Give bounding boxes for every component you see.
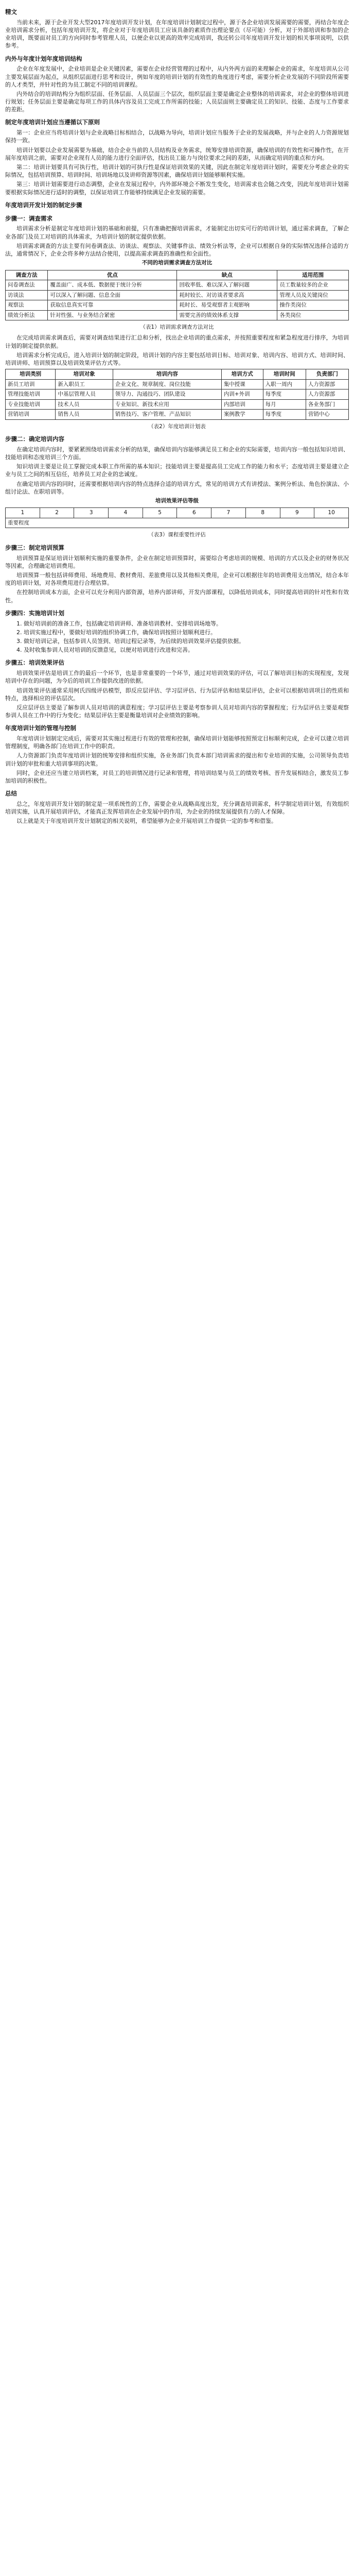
table-row: [6, 290, 349, 300]
section-heading: 总结: [5, 790, 17, 798]
sub-heading: 步骤三：制定培训预算: [5, 544, 64, 551]
table-header-cell: 负责部门: [306, 369, 348, 379]
table-cell: 各类岗位: [277, 310, 349, 320]
table-cell: 集中授课: [221, 379, 263, 389]
paragraph: 第一：企业应当将培训计划与企业战略目标相结合，以战略为导向，培训计划应当服务于企业的发展战略，并与企业的人力资源规划保持一致。: [5, 129, 349, 144]
table-cell: 每月: [263, 399, 306, 409]
section-heading: 年度培训计划的管理与控制: [5, 724, 76, 732]
sub-heading: 步骤二：确定培训内容: [5, 435, 64, 443]
table-cell: 耗时较长、对访谈者要求高: [177, 290, 277, 300]
table-cell: 5: [143, 508, 177, 518]
paragraph: 第二：培训计划要具有可执行性，培训计划的可执行性是保证培训效果的关键，因此在制定年度培训计划时，需要充分考虑企业的实际情况，包括培训预算、培训时间、培训场地以及讲师资源等因素，确保培训计划能够顺利实施。: [5, 163, 349, 179]
paragraph: 在控制培训成本方面，企业可以充分利用内部资源，培养内部讲师，开发内部课程，以降低培训成本，同时提高培训的针对性和有效性。: [5, 589, 349, 604]
table-cell: 需要完善的绩效体系支撑: [177, 310, 277, 320]
list-item: 1. 做好培训前的准备工作，包括确定培训讲师、准备培训教材、安排培训场地等。: [16, 620, 222, 627]
paragraph: 培训需求分析完成后，进入培训计划的制定阶段，培训计划的内容主要包括培训目标、培训对象、培训内容、培训方式、培训时间、培训讲师、培训预算以及培训效果评估方式等。: [5, 351, 349, 366]
table-cell: 覆盖面广、成本低、数据便于统计分析: [48, 280, 177, 290]
training-plan-table: [5, 369, 349, 419]
paragraph: 知识培训主要是让员工掌握完成本职工作所需的基本知识；技能培训主要是提高员工完成工作的能力和水平；态度培训主要是建立企业与员工之间的相互信任，培养员工对企业的忠诚度。: [5, 463, 349, 478]
paragraph: 同时，企业还应当建立培训档案，对员工的培训情况进行记录和管理，将培训结果与员工的绩效考核、晋升发展相结合，激发员工参加培训的积极性。: [5, 769, 349, 784]
table-caption: （表2）年度培训计划表: [148, 423, 206, 430]
table-cell: 1: [6, 508, 40, 518]
table-header-row: [6, 369, 349, 379]
table-cell: 案例教学: [221, 410, 263, 419]
paragraph: 培训效果评估通常采用柯氏四级评估模型，即反应层评估、学习层评估、行为层评估和结果层评估，企业可以根据培训项目的性质和特点，选择相应的评估层次。: [5, 687, 349, 702]
table-title: 不同的培训需求调查方法对比: [141, 260, 213, 266]
table-cell: 问卷调查法: [6, 280, 48, 290]
paragraph: 内外结合的培训结构分为组织层面、任务层面、人员层面三个层次，组织层面主要是确定企业整体的培训需求，对企业的整体培训进行规划；任务层面主要是确定每项工作的具体内容及员工完成工作所需的技能；人员层面则主要确定员工的知识、技能、态度与工作要求的差距。: [5, 90, 349, 113]
table-cell: 新入职员工: [56, 379, 113, 389]
table-cell: 操作类岗位: [277, 300, 349, 310]
document-page: [0, 0, 354, 832]
table-cell: 访谈法: [6, 290, 48, 300]
list-item: 4. 及时收集参训人员对培训的反馈意见，以便对培训进行改进和完善。: [16, 647, 193, 654]
sub-heading: 步骤五：培训效果评估: [5, 659, 64, 667]
table-cell: 2: [40, 508, 74, 518]
table-row: [6, 399, 349, 409]
section-heading: 年度培训开发计划的制定步骤: [5, 201, 82, 209]
table-cell: 9: [280, 508, 314, 518]
section-heading: 制定年度培训计划应当遵循以下原则: [5, 118, 100, 126]
table-cell: 营销中心: [306, 410, 348, 419]
table-cell: 绩效分析法: [6, 310, 48, 320]
list-item: 2. 培训实施过程中，要做好培训的组织协调工作，确保培训按照计划顺利进行。: [16, 629, 216, 636]
table-cell: 10: [314, 508, 349, 518]
table-header-cell: 培训内容: [113, 369, 221, 379]
list-item: 3. 做好培训记录，包括参训人员签到、培训过程记录等，为后续的培训效果评估提供依据。: [16, 637, 244, 645]
table-caption: （表3）课程重要性评估: [148, 532, 206, 538]
table-cell: 营销培训: [6, 410, 56, 419]
table-cell: 耗时长、易受观察者主观影响: [177, 300, 277, 310]
paragraph: 反应层评估主要是了解参训人员对培训的满意程度；学习层评估主要是考察参训人员对培训内容的掌握程度；行为层评估主要是观察参训人员在工作中的行为变化；结果层评估主要是衡量培训对企业绩效的影响。: [5, 704, 349, 719]
table-header-cell: 调查方法: [6, 270, 48, 280]
table-cell: 8: [245, 508, 280, 518]
paragraph: 培训预算一般包括讲师费用、场地费用、教材费用、差旅费用以及其他相关费用，企业可以根据往年的培训费用支出情况，结合本年度的培训计划，对各项费用进行合理估算。: [5, 572, 349, 587]
table-header-cell: 优点: [48, 270, 177, 280]
doc-title: 精文: [5, 8, 17, 15]
table-cell: 企业文化、规章制度、岗位技能: [113, 379, 221, 389]
table-cell: 针对性强、与业务结合紧密: [48, 310, 177, 320]
table-cell: 3: [74, 508, 109, 518]
table-cell: 入职一周内: [263, 379, 306, 389]
table-row: [6, 518, 349, 528]
table-cell: 获取信息真实可靠: [48, 300, 177, 310]
table-cell: 员工数量较多的企业: [277, 280, 349, 290]
paragraph: 第三：培训计划需要进行动态调整，企业在发展过程中，内外部环境会不断发生变化，培训需求也会随之改变，因此年度培训计划需要根据实际情况进行适时的调整，以保证培训工作能够持续满足企业发展的需要。: [5, 181, 349, 196]
table-row: [6, 410, 349, 419]
table-cell: 技术人员: [56, 399, 113, 409]
table-cell: 销售人员: [56, 410, 113, 419]
table-header-cell: 培训类别: [6, 369, 56, 379]
table-header-row: [6, 270, 349, 280]
table-header-cell: 适用范围: [277, 270, 349, 280]
paragraph: 培训计划要以企业发展需要为基础，结合企业当前的人员结构及业务需求，统筹安排培训资源，确保培训的有效性和可操作性，在开展年度培训之前，需要对企业现有人员的能力进行全面评估，找出员工能力与岗位要求之间的差距，从而确定培训的重点和方向。: [5, 146, 349, 161]
table-header-cell: 培训对象: [56, 369, 113, 379]
table-row: [6, 508, 349, 518]
table-caption: （表1）培训需求调查方法对比: [140, 324, 214, 330]
table-header-cell: 缺点: [177, 270, 277, 280]
table-cell: 中基层管理人员: [56, 389, 113, 399]
survey-method-table: [5, 270, 349, 320]
table-cell: 每季度: [263, 389, 306, 399]
table-cell: 7: [211, 508, 246, 518]
table-row: [6, 300, 349, 310]
table-cell: 管理技能培训: [6, 389, 56, 399]
sub-heading: 步骤一：调查需求: [5, 214, 52, 222]
section-heading: 内外与年度计划年度培训结构: [5, 55, 82, 62]
paragraph: 年度培训计划制定完成后，需要对其实施过程进行有效的管理和控制，确保培训计划能够按照预定目标顺利完成，企业可以建立培训管理制度，明确各部门在培训工作中的职责。: [5, 735, 349, 750]
paragraph: 培训效果评估是培训工作的最后一个环节，也是非常重要的一个环节，通过对培训效果的评估，可以了解培训目标的实现程度，发现培训中存在的问题，为今后的培训工作提供改进的依据。: [5, 670, 349, 685]
table-cell: 观察法: [6, 300, 48, 310]
table-cell: 人力资源部: [306, 379, 348, 389]
table-header-cell: 培训时间: [263, 369, 306, 379]
paragraph: 企业在年度发展中，企业培训是企业关键因素，需要在企业经营管理的过程中，从内外两方面的来理解企业的需求，年度培训从公司主要发展层面为起点，从组织层面进行思考和设计，例如年度的培训计划的有效性的角度进行考虑，需要分析企业发展的不同阶段所需要的人才类型，并针对性的为员工制定不同的培训课程。: [5, 65, 349, 88]
paragraph: 在确定培训内容的同时，还需要根据培训内容的特点选择合适的培训方式，常见的培训方式有讲授法、案例分析法、角色扮演法、小组讨论法、在职培训等。: [5, 480, 349, 495]
paragraph: 培训预算是保证培训计划顺利实施的重要条件，企业在制定培训预算时，需要综合考虑培训的规模、培训的方式以及企业的财务状况等因素，合理确定培训费用。: [5, 554, 349, 569]
paragraph: 在确定培训内容时，要紧紧围绕培训需求分析的结果，确保培训内容能够满足员工和企业的实际需要，培训内容一般包括知识培训、技能培训和态度培训三个方面。: [5, 446, 349, 461]
paragraph: 培训需求分析是制定年度培训计划的基础和前提，只有准确把握培训需求，才能制定出切实可行的培训计划，通过需求调查，了解企业各部门及员工对培训的具体需求，为培训计划的制定提供依据。: [5, 225, 349, 240]
table-cell: 销售技巧、客户管理、产品知识: [113, 410, 221, 419]
table-cell: 回收率低、难以深入了解问题: [177, 280, 277, 290]
doc-intro: 当前未来，源于企业开发大型2017年度培训开发计划，在年度培训计划制定过程中，源于各企业培训发展需要的需要，再结合年度企业培训需求分析，包括年度培训开发，将企业对于年度培训员工应该具备的素质作出理论要点（尽可能）分析，对于外部培训和参加的企业培训，既要面对员工的方向同时参考管理人员，以便企业以更高的效率完成培训，我还转公司年度培训开发计划的相关事项说明，以供参考。: [5, 19, 349, 49]
table-cell: 新员工培训: [6, 379, 56, 389]
table-cell: 领导力、沟通技巧、团队建设: [113, 389, 221, 399]
table-cell: 内训+外训: [221, 389, 263, 399]
table-row: [6, 389, 349, 399]
table-cell: 每季度: [263, 410, 306, 419]
table-header-cell: 培训方式: [221, 369, 263, 379]
sub-heading: 步骤四：实施培训计划: [5, 609, 64, 617]
paragraph: 以上就是关于年度培训开发计划制定的相关说明，希望能够为企业开展培训工作提供一定的参考和借鉴。: [16, 818, 277, 825]
table-cell: 专业技能培训: [6, 399, 56, 409]
importance-scale-table: [5, 507, 349, 528]
table-cell: 4: [109, 508, 143, 518]
table-cell: 可以深入了解问题、信息全面: [48, 290, 177, 300]
table-cell: 内部培训: [221, 399, 263, 409]
table-cell: 6: [177, 508, 211, 518]
table-row: [6, 379, 349, 389]
paragraph: 培训需求调查的方法主要有问卷调查法、访谈法、观察法、关键事件法、绩效分析法等，企业可以根据自身的实际情况选择合适的方法，通常情况下，企业会将多种方法结合使用，以提高需求调查的准确性和全面性。: [5, 242, 349, 257]
table-title: 培训效果评估等级: [155, 497, 199, 504]
table-cell: 人力资源部: [306, 389, 348, 399]
table-row: [6, 280, 349, 290]
paragraph: 人力资源部门负责年度培训计划的统筹安排和组织实施，各业务部门负责本部门培训需求的提出和专业培训的实施，公司领导负责培训计划的审批和重大培训事项的决策。: [5, 752, 349, 767]
paragraph: 总之，年度培训开发计划的制定是一项系统性的工作，需要企业从战略高度出发，充分调查培训需求，科学制定培训计划，有效组织培训实施，认真开展培训评估，才能真正发挥培训在企业发展中的作用，为企业的持续发展提供有力的人才保障。: [5, 800, 349, 816]
table-cell: 重要程度: [6, 518, 349, 528]
table-cell: 专业知识、新技术应用: [113, 399, 221, 409]
paragraph: 在完成培训需求调查后，需要对调查结果进行汇总和分析，找出企业培训的重点需求，并按照重要程度和紧急程度进行排序，为培训计划的制定提供依据。: [5, 334, 349, 349]
table-row: [6, 310, 349, 320]
table-cell: 管理人员及关键岗位: [277, 290, 349, 300]
table-cell: 各业务部门: [306, 399, 348, 409]
